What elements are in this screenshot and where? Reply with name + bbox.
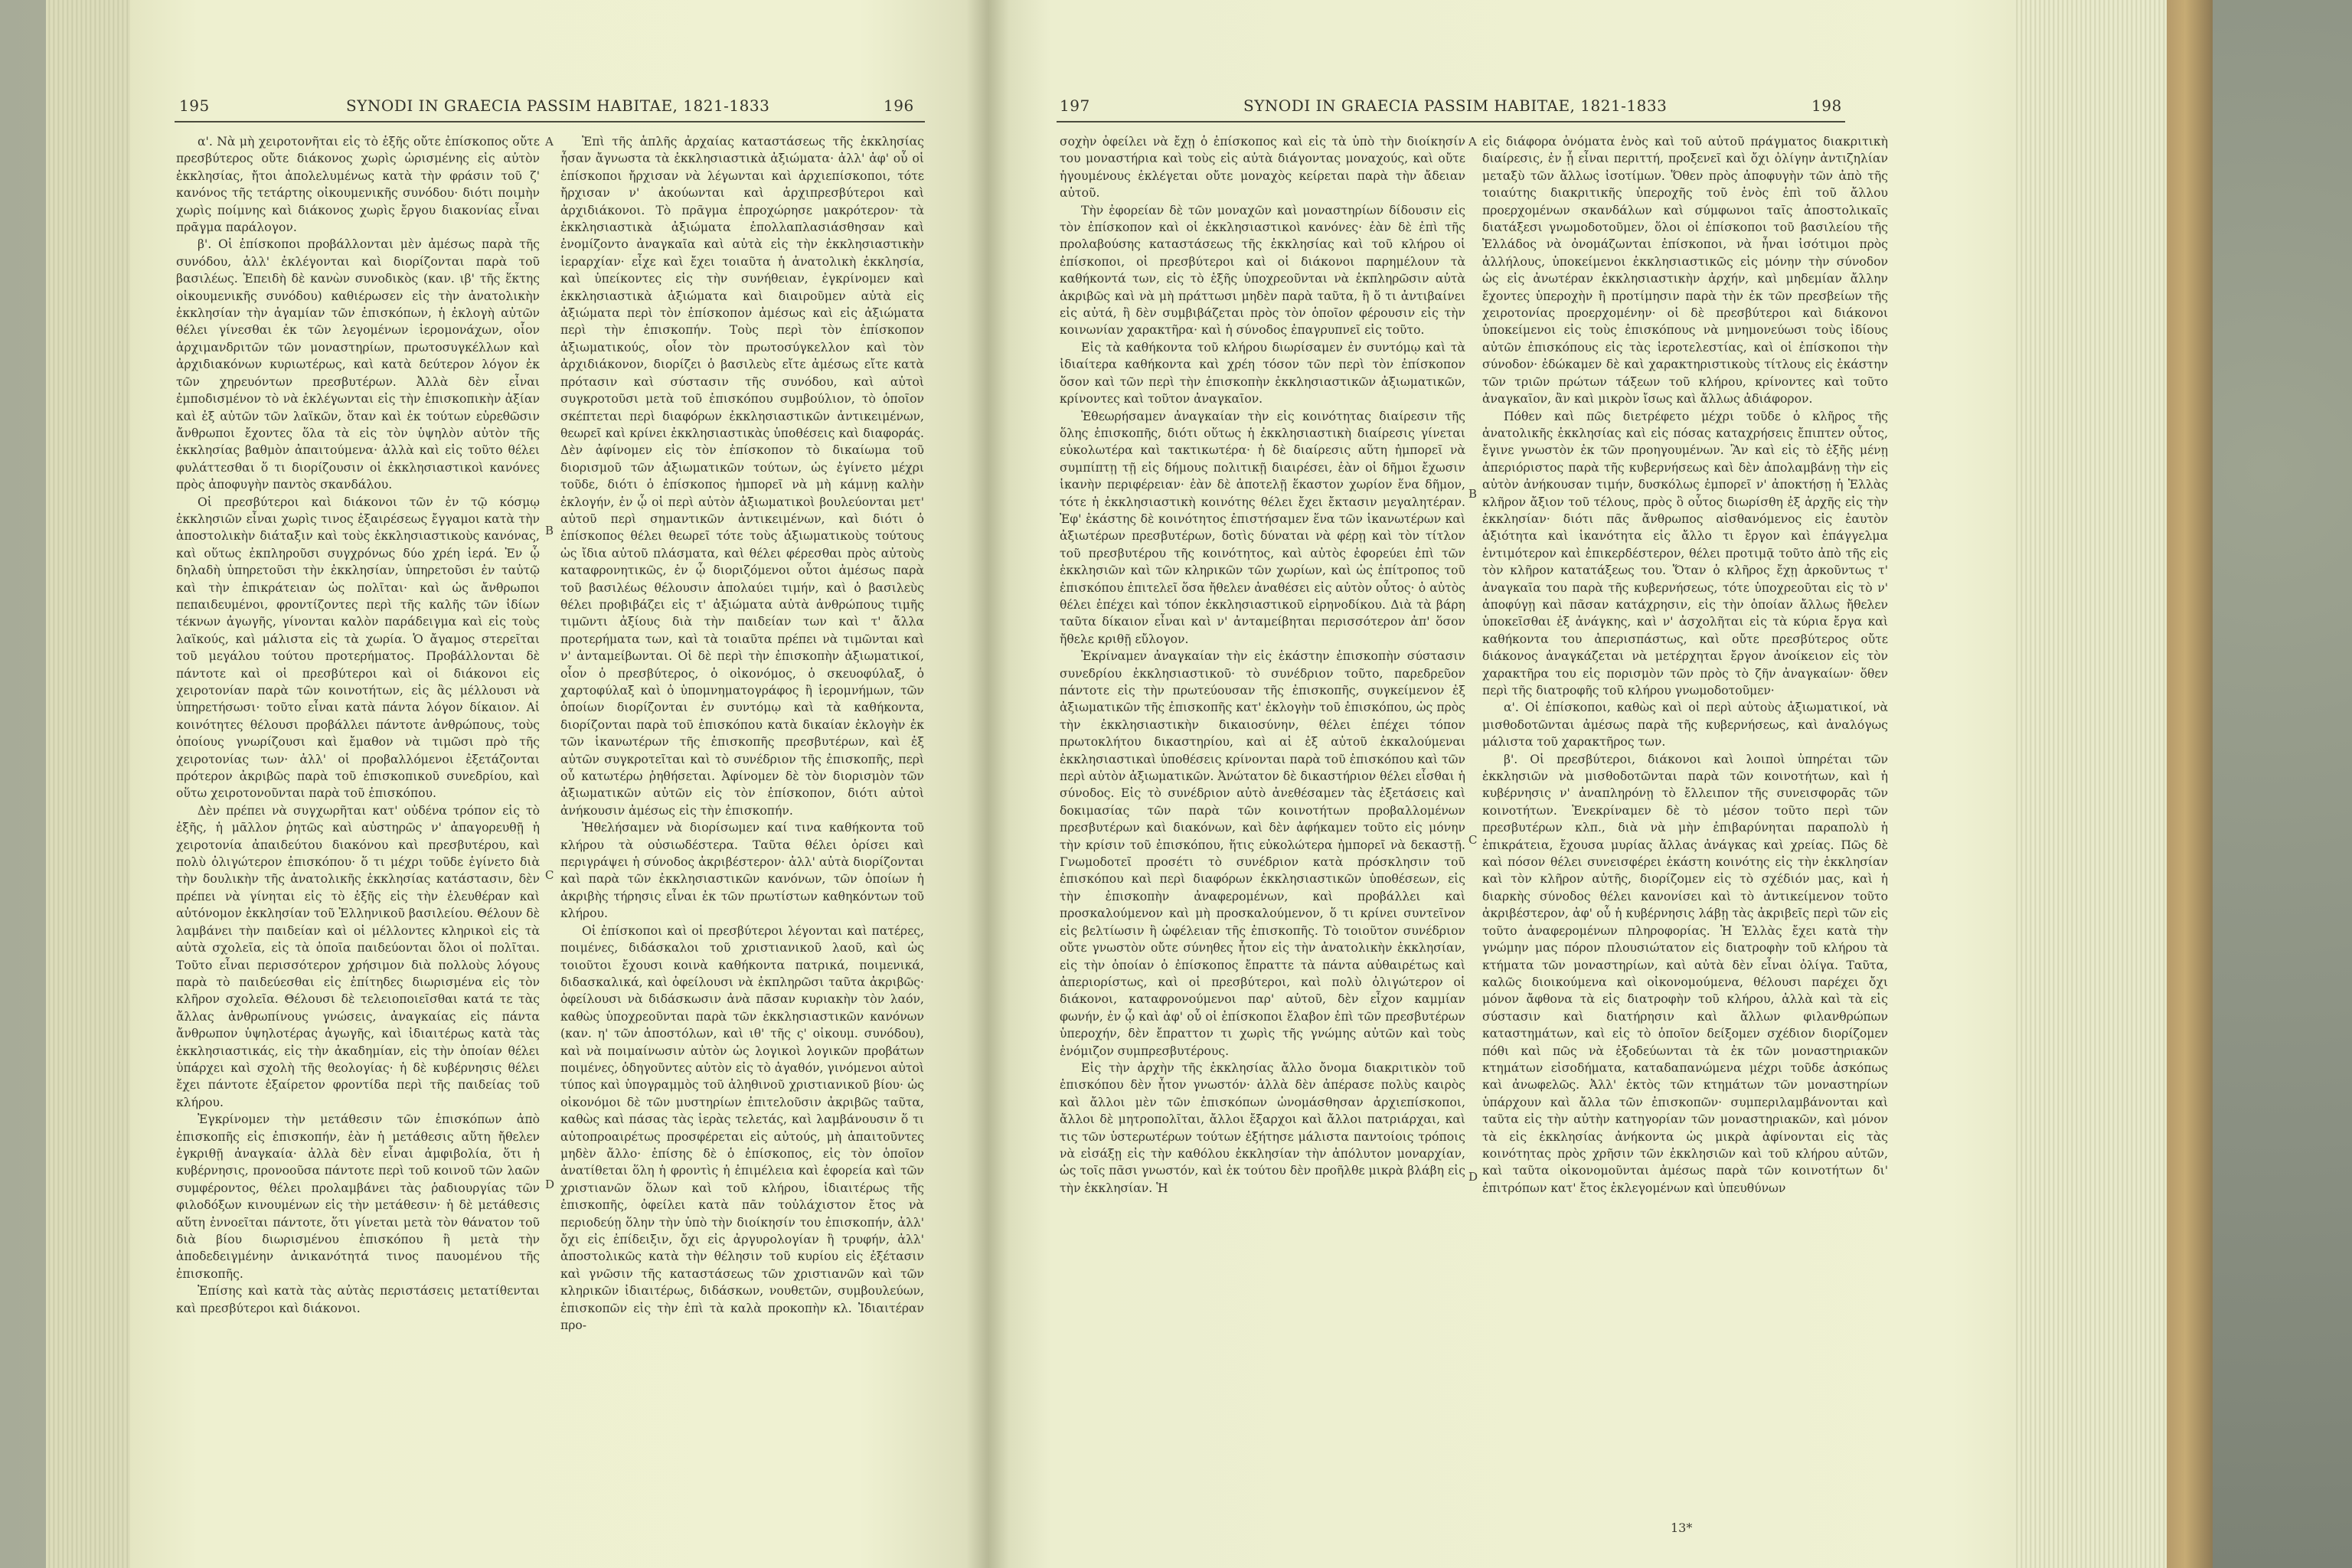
page-number-196: 196	[884, 96, 914, 115]
book-gutter	[966, 0, 1009, 1568]
paragraph: Ἐθεωρήσαμεν ἀναγκαίαν τὴν εἰς κοινότητας διαίρεσιν τῆς ὅλης ἐπισκοπῆς, διότι οὕτως ἡ ἐκκλησιαστικὴ διαίρεσις γίνεται εὐκολωτέρα καὶ τακτικωτέρα· ἡ δὲ διαίρεσις αὕτη ἠμπορεῖ νὰ συμπίπτῃ τῇ εἰς δήμους πολιτικῇ διαιρέσει, ἐὰν οἱ δῆμοι ἔχωσιν ἱκανὴν περιφέρειαν· ἐὰν δὲ ἀποτελῇ ἕκαστον χωρίον ἕνα δῆμον, τότε ἡ ἐκκλησιαστικὴ κοινότης θέλει ἔχει ἔκτασιν μεγαλητέραν. Ἐφ' ἑκάστης δὲ κοινότητος ἐπιστήσαμεν ἕνα τῶν ἱκανωτέρων καὶ ἀξιωτέρων πρεσβυτέρων, δοτὶς δύναται νὰ φέρῃ καὶ τὸν τίτλον τοῦ πρεσβυτέρου τῆς κοινότητος, καὶ αὐτὸς ἐφορεύει ἐπὶ τῶν ἐκκλησιῶν καὶ τῶν κληρικῶν τῶν χωρίων, καὶ ὡς ἐπίτροπος τοῦ ἐπισκόπου ἐπιτελεῖ ὅσα ἤθελεν ἀναθέσει εἰς αὐτὸν οὗτος· ὁ αὐτὸς θέλει ἐπέχει καὶ τόπον ἐκκλησιαστικοῦ εἰρηνοδίκου. Διὰ τὰ βάρη ταῦτα δίκαιον εἶναι καὶ ν' ἀνταμείβηται περισσότερον ἀπ' ὅσον ἤθελε κριθῇ εὔλογον.	[1060, 409, 1465, 646]
text-column-1	[176, 133, 540, 1317]
text-column-4	[1482, 133, 1888, 1197]
header-rule-left	[175, 121, 925, 122]
paragraph: Ἐπίσης καὶ κατὰ τὰς αὐτὰς περιστάσεις μετατίθενται καὶ πρεσβύτεροι καὶ διάκονοι.	[176, 1284, 540, 1315]
margin-marker-b: B	[1468, 487, 1478, 501]
paragraph: α'. Οἱ ἐπίσκοποι, καθὼς καὶ οἱ περὶ αὐτοὺς ἀξιωματικοί, νὰ μισθοδοτῶνται ἀμέσως παρὰ τῆς κυβερνήσεως, καὶ ἀναλόγως μάλιστα τοῦ χαρακτῆρος των.	[1482, 701, 1888, 750]
paragraph: Ἠθελήσαμεν νὰ διορίσωμεν καί τινα καθήκοντα τοῦ κλήρου τὰ οὐσιωδέστερα. Ταῦτα θέλει ὁρίσει καὶ περιγράψει ἡ σύνοδος ἀκριβέστερον· ἀλλ' αὐτὰ διορίζονται καὶ παρὰ τῶν ἐκκλησιαστικῶν κανόνων, τῶν ὁποίων ἡ ἀκριβὴς τήρησις εἶναι ἐκ τῶν πρωτίστων καθηκόντων τοῦ κλήρου.	[560, 821, 924, 921]
paragraph: Ἐγκρίνομεν τὴν μετάθεσιν τῶν ἐπισκόπων ἀπὸ ἐπισκοπῆς εἰς ἐπισκοπήν, ἐὰν ἡ μετάθεσις αὕτη ἤθελεν ἐγκριθῇ ἀναγκαία· ἀλλὰ δὲν εἶναι ἀμφιβολία, ὅτι ἡ κυβέρνησις, προνοοῦσα πάντοτε περὶ τοῦ κοινοῦ τῶν λαῶν συμφέροντος, θέλει προλαμβάνει τὰς ῥαδιουργίας τῶν φιλοδόξων κινουμένων εἰς τὴν μετάθεσιν· ἡ δὲ μετάθεσις αὕτη ἐννοεῖται πάντοτε, ὅτι γίνεται μετὰ τὸν θάνατον τοῦ διὰ βίου διωρισμένου ἐπισκόπου ἢ μετὰ τὴν ἀποδεδειγμένην ἀνικανότητά τινος παυομένου τῆς ἐπισκοπῆς.	[176, 1112, 540, 1281]
right-page-edges	[2014, 0, 2190, 1568]
running-title-left: SYNODI IN GRAECIA PASSIM HABITAE, 1821-1833	[346, 96, 770, 115]
paragraph: Δὲν πρέπει νὰ συγχωρῆται κατ' οὐδένα τρόπον εἰς τὸ ἑξῆς, ἡ μᾶλλον ῥητῶς καὶ αὐστηρῶς ν' ἀπαγορευθῇ ἡ χειροτονία ἀπαιδεύτου διακόνου καὶ πρεσβυτέρου, καὶ πολὺ ὀλιγώτερον ἐπισκόπου· ὅ τι μέχρι τοῦδε ἐγίνετο διὰ τὴν δουλικὴν τῆς ἀνατολικῆς ἐκκλησίας κατάστασιν, δὲν πρέπει νὰ γίνηται εἰς τὸ ἑξῆς εἰς τὴν ἐλευθέραν καὶ αὐτόνομον ἐκκλησίαν τοῦ Ἑλληνικοῦ βασιλείου. Θέλουν δὲ λαμβάνει τὴν παιδείαν καὶ οἱ μέλλοντες κληρικοὶ εἰς τὰ αὐτὰ σχολεῖα, εἰς τὰ ὁποῖα παιδεύονται ὅλοι οἱ πολῖται. Τοῦτο εἶναι περισσότερον χρήσιμον διὰ πολλοὺς λόγους παρὰ τὸ παιδεύεσθαι εἰς ἐπίτηδες διωρισμένα εἰς τὸν κλῆρον σχολεῖα. Θέλουσι δὲ τελειοποιεῖσθαι κατά τε τὰς ἄλλας ἀνθρωπίνους γνώσεις, ἀναγκαίας εἰς πάντα ἄνθρωπον ὑψηλοτέρας ἀγωγῆς, καὶ ἰδιαιτέρως κατὰ τὰς ἐκκλησιαστικάς, εἰς τὴν ἀκαδημίαν, εἰς τὴν ὁποίαν θέλει ὑπάρχει καὶ σχολὴ τῆς θεολογίας· ἡ δὲ κυβέρνησις θέλει ἔχει πάντοτε ἐξαίρετον φροντίδα περὶ τῆς παιδείας τοῦ κλήρου.	[176, 803, 540, 1109]
paragraph: Οἱ ἐπίσκοποι καὶ οἱ πρεσβύτεροι λέγονται καὶ πατέρες, ποιμένες, διδάσκαλοι τοῦ χριστιανικοῦ λαοῦ, καὶ ὡς τοιοῦτοι ἔχουσι κοινὰ καθήκοντα πατρικά, ποιμενικά, διδασκαλικά, καὶ ὀφείλουσι νὰ ἐκπληρῶσι ταῦτα ἀκριβῶς· ὀφείλουσι νὰ διδάσκωσιν ἀνὰ πᾶσαν κυριακὴν τὸν λαόν, καθὼς ὑποχρεοῦνται παρὰ τῶν ἐκκλησιαστικῶν κανόνων (καν. η' τῶν ἀποστόλων, καὶ ιθ' τῆς ς' οἰκουμ. συνόδου), καὶ νὰ ποιμαίνωσιν αὐτὸν ὡς λογικοὶ λογικῶν προβάτων ποιμένες, ὁδηγοῦντες αὐτὸν εἰς τὸ ἀγαθόν, γινόμενοι αὐτοὶ τύπος καὶ ὑπογραμμὸς τοῦ ἀληθινοῦ χριστιανικοῦ βίου· ὡς οἰκονόμοι δὲ τῶν μυστηρίων ἐπιτελοῦσιν ἀκριβῶς ταῦτα, καθὼς καὶ πάσας τὰς ἱερὰς τελετάς, καὶ λαμβάνουσιν ὅ τι αὐτοπροαιρέτως προσφέρεται εἰς αὐτούς, μὴ ἀπαιτοῦντες μηδὲν ἄλλο· ἐπίσης δὲ ὁ ἐπίσκοπος, εἰς τὸν ὁποῖον ἀνατίθεται ὅλη ἡ φροντὶς ἡ ἐπιμέλεια καὶ ἐφορεία καὶ τῶν χριστιανῶν ὅλων καὶ τοῦ κλήρου, ἰδιαιτέρως τῆς ἐπισκοπῆς, ὀφείλει κατὰ πᾶν τοὐλάχιστον ἔτος νὰ περιοδεύῃ ὅλην τὴν ὑπὸ τὴν διοίκησίν του ἐπισκοπήν, ἀλλ' ὄχι εἰς ἐπίδειξιν, ὄχι εἰς ἀργυρολογίαν ἢ τρυφήν, ἀλλ' ἀποστολικῶς κατὰ τὴν θέλησιν τοῦ κυρίου εἰς ἐξέτασιν καὶ γνῶσιν τῆς καταστάσεως τῶν χριστιανῶν καὶ τῶν κληρικῶν ἰδιαιτέρως, διδάσκων, νουθετῶν, συμβουλεύων, ἐπισκοπῶν εἰς τὴν ἐπὶ τὰ καλὰ προκοπὴν κλ. Ἰδιαιτέραν προ-	[560, 923, 924, 1333]
margin-marker-a: A	[1468, 135, 1477, 149]
text-column-2	[560, 133, 924, 1334]
margin-marker-d: D	[1468, 1170, 1478, 1184]
paragraph: Ἐκρίναμεν ἀναγκαίαν τὴν εἰς ἑκάστην ἐπισκοπὴν σύστασιν συνεδρίου ἐκκλησιαστικοῦ· τὸ συνέδριον τοῦτο, παρεδρεῦον πάντοτε εἰς τὴν πρωτεύουσαν τῆς ἐπισκοπῆς, συγκείμενον ἐξ ἀξιωματικῶν τῆς ἐπισκοπῆς κατ' ἐκλογὴν τοῦ ἐπισκόπου, ὡς πρὸς τὴν ἐκκλησιαστικὴν δικαιοσύνην, θέλει ἐπέχει τόπον πρωτοκλήτου δικαστηρίου, καὶ αἱ ἐξ αὐτοῦ ἐκκαλούμεναι ἐκκλησιαστικαὶ ὑποθέσεις κρίνονται παρὰ τοῦ ἐπισκόπου καὶ τῶν περὶ αὐτὸν ἀξιωματικῶν. Ἀνώτατον δὲ δικαστήριον θέλει εἶσθαι ἡ σύνοδος. Εἰς τὸ συνέδριον αὐτὸ ἀνεθέσαμεν τὰς ἐξετάσεις καὶ δοκιμασίας τῶν παρὰ τῶν κοινοτήτων προβαλλομένων πρεσβυτέρων καὶ διακόνων, καὶ δὲν ἀφήκαμεν τοῦτο εἰς μόνην τὴν κρίσιν τοῦ ἐπισκόπου, ἥτις εὐκολώτερα ἠμπορεῖ νὰ δεκαστῇ. Γνωμοδοτεῖ προσέτι τὸ συνέδριον κατὰ πρόσκλησιν τοῦ ἐπισκόπου καὶ περὶ διαφόρων ἐκκλησιαστικῶν ὑποθέσεων, εἰς τὴν ἐπισκοπὴν ἀναφερομένων, καὶ προβάλλει καὶ προσκαλούμενον καὶ μὴ προσκαλούμενον, ὅ τι κρίνει συντεῖνον εἰς βελτίωσιν ἢ ὠφέλειαν τῆς ἐπισκοπῆς. Τὸ τοιοῦτον συνέδριον οὔτε γνωστὸν οὔτε σύνηθες ἦτον εἰς τὴν ἀνατολικὴν ἐκκλησίαν, εἰς τὴν ὁποίαν ὁ ἐπίσκοπος ἔπραττε τὰ πάντα αὐθαιρέτως καὶ ἀπεριορίστως, καὶ οἱ πρεσβύτεροι, καὶ πολὺ ὀλιγώτερον οἱ διάκονοι, καταφρονούμενοι παρ' αὐτοῦ, δὲν εἶχον καμμίαν φωνήν, ἐν ᾧ καὶ ἀφ' οὗ οἱ ἐπίσκοποι ἔλαβον ἐπὶ τῶν πρεσβυτέρων ὑπεροχήν, δὲν ἔπραττον τι χωρὶς τῆς γνώμης αὐτῶν καὶ τοὺς ἐνόμιζον συμπρεσβυτέρους.	[1060, 649, 1465, 1058]
text-column-3	[1060, 133, 1465, 1197]
paragraph: εἰς διάφορα ὀνόματα ἑνὸς καὶ τοῦ αὐτοῦ πράγματος διακριτικὴ διαίρεσις, ἐν ᾗ εἶναι περιττή, προξενεῖ καὶ ὄχι ὀλίγην ἀντιζηλίαν μεταξὺ τῶν ἄλλως ἰσοτίμων. Ὅθεν πρὸς ἀποφυγὴν τῶν ἀπὸ τῆς τοιαύτης διακριτικῆς ὑπεροχῆς τοῦ ἑνὸς ἐπὶ τοῦ ἄλλου προερχομένων σκανδάλων καὶ σύμφωνοι ταῖς ἀποστολικαῖς διατάξεσι γνωμοδοτοῦμεν, ὅλοι οἱ ἐπίσκοποι τοῦ βασιλείου τῆς Ἑλλάδος νὰ ὀνομάζωνται ἐπίσκοποι, νὰ ἦναι ἰσότιμοι πρὸς ἀλλήλους, ὑποκείμενοι ἐκκλησιαστικῶς εἰς μόνην τὴν σύνοδον ὡς εἰς ἀνωτέραν ἐκκλησιαστικὴν ἀρχήν, καὶ μηδεμίαν ἄλλην ἔχοντες ὑπεροχὴν ἢ προτίμησιν παρὰ τὴν ἐκ τῶν πρεσβείων τῆς χειροτονίας προερχομένην· οἱ δὲ πρεσβύτεροι καὶ διάκονοι ὑποκείμενοι εἰς τοὺς ἐπισκόπους νὰ μνημονεύωσι τοὺς ἰδίους αὐτῶν ἐπισκόπους εἰς τὰς ἱεροτελεστίας, καὶ οἱ ἐπίσκοποι τὴν σύνοδον· ἐδώκαμεν δὲ καὶ χαρακτηριστικοὺς τίτλους εἰς ἑκάστην τῶν τριῶν πρώτων τάξεων τοῦ κλήρου, κρίνοντες καὶ τοῦτο ἀναγκαῖον, ἂν καὶ μικρὸν ἴσως καὶ ἄλλως ἀδιάφορον.	[1482, 135, 1888, 407]
paragraph: β'. Οἱ πρεσβύτεροι, διάκονοι καὶ λοιποὶ ὑπηρέται τῶν ἐκκλησιῶν νὰ μισθοδοτῶνται παρὰ τῶν κοινοτήτων, καὶ ἡ κυβέρνησις ν' ἀναπληρόνῃ τὸ ἔλλειπον τῆς συνεισφορᾶς τῶν κοινοτήτων. Ἐνεκρίναμεν δὲ τὸ μέσον τοῦτο περὶ τῶν πρεσβυτέρων κλπ., διὰ νὰ μὴν ἐπιβαρύνηται παραπολὺ ἡ ἐπικράτεια, ἔχουσα μυρίας ἄλλας ἀνάγκας καὶ χρείας. Πῶς δὲ καὶ πόσον θέλει συνεισφέρει ἑκάστη κοινότης εἰς τὴν ἐκκλησίαν καὶ τὸν κλῆρον αὐτῆς, διορίζομεν εἰς τὸ σχέδιόν μας, καὶ ἡ διαρκὴς σύνοδος θέλει κανονίσει καὶ τὸ ἀντικείμενον τοῦτο ἀκριβέστερον, ἀφ' οὗ ἡ κυβέρνησις λάβῃ τὰς ἀκριβεῖς περὶ τῶν εἰς τοῦτο ἀναφερομένων πληροφορίας. Ἡ Ἑλλὰς ἔχει κατὰ τὴν γνώμην μας πόρον πλουσιώτατον εἰς διατροφὴν τοῦ κλήρου τὰ κτήματα τῶν μοναστηρίων, καὶ αὐτὰ δὲν εἶναι ὀλίγα. Ταῦτα, καλῶς διοικούμενα καὶ οἰκονομούμενα, θέλουσι παρέχει ὄχι μόνον ἄφθονα τὰ εἰς διατροφὴν τοῦ κλήρου, ἀλλὰ καὶ τὰ εἰς σύστασιν καὶ διατήρησιν καὶ ἄλλων φιλανθρώπων καταστημάτων, καὶ εἰς τὸ ὁποῖον δείξομεν σχέδιον διορίζομεν πόθι καὶ πῶς νὰ ἐξοδεύωνται τὰ ἐκ τῶν μοναστηριακῶν κτημάτων εἰσοδήματα, καταδαπανώμενα μέχρι τοῦδε ἀσκόπως καὶ ἀνωφελῶς. Ἀλλ' ἐκτὸς τῶν κτημάτων τῶν μοναστηρίων ὑπάρχουν καὶ ἄλλα τῶν ἐπισκοπῶν· συμπεριλαμβάνονται καὶ ταῦτα εἰς τὴν αὐτὴν κατηγορίαν τῶν μοναστηριακῶν, καὶ μόνον τὰ εἰς ἐκκλησίας ἀνήκοντα ὡς μικρὰ ἀφίνονται εἰς τὰς κοινότητας πρὸς χρῆσιν τῶν ἐκκλησιῶν καὶ τοῦ κλήρου αὐτῶν, καὶ ταῦτα οἰκονομοῦνται ἀμέσως παρὰ τῶν κοινοτήτων δι' ἐπιτρόπων κατ' ἔτος ἐκλεγομένων καὶ ὑπευθύνων	[1482, 752, 1888, 1195]
left-page-edges	[46, 0, 130, 1568]
paragraph: Τὴν ἐφορείαν δὲ τῶν μοναχῶν καὶ μοναστηρίων δίδουσιν εἰς τὸν ἐπίσκοπον καὶ οἱ ἐκκλησιαστικοὶ κανόνες· ἐὰν δὲ ἐπὶ τῆς προλαβούσης καταστάσεως τῆς ἐκκλησίας καὶ τοῦ κλήρου οἱ ἐπίσκοποι, οἱ πρεσβύτεροι καὶ οἱ διάκονοι παρημέλουν τὰ καθήκοντά των, εἰς τὸ ἑξῆς ὑποχρεοῦνται νὰ ἐκπληρῶσιν αὐτὰ ἀκριβῶς καὶ νὰ μὴ πράττωσι μηδὲν παρὰ ταῦτα, ἢ ὅ τι ἀντιβαίνει εἰς αὐτά, ἢ δὲν συμβιβάζεται πρὸς τὸν ὁποῖον φέρουσιν εἰς τὴν κοινωνίαν χαρακτῆρα· καὶ ἡ σύνοδος ἐπαγρυπνεῖ εἰς τοῦτο.	[1060, 203, 1465, 338]
header-rule-right	[1057, 121, 1845, 122]
paragraph: Πόθεν καὶ πῶς διετρέφετο μέχρι τοῦδε ὁ κλῆρος τῆς ἀνατολικῆς ἐκκλησίας καὶ εἰς πόσας καταχρήσεις ἔπιπτεν οὗτος, ἔγινε γνωστὸν ἐκ τῶν προηγουμένων. Ἂν καὶ εἰς τὸ ἑξῆς μένῃ ἀπεριόριστος παρὰ τῆς κυβερνήσεως καὶ δὲν ἀπολαμβάνῃ τὴν εἰς αὐτὸν ἀνήκουσαν τιμήν, δυσκόλως ἐμπορεῖ ν' ἀποκτήσῃ ἡ Ἑλλὰς κλῆρον ἄξιον τοῦ τέλους, πρὸς ὃ οὗτος διωρίσθη ἐξ ἀρχῆς εἰς τὴν ἐκκλησίαν· διότι πᾶς ἄνθρωπος αἰσθανόμενος εἰς ἑαυτὸν ἀξιότητα καὶ ἱκανότητα εἰς ἄλλο τι ἔργον καὶ ἐπάγγελμα ἐντιμότερον καὶ ἐπικερδέστερον, θέλει προτιμᾷ τοῦτο ἀπὸ τῆς εἰς τὸν κλῆρον κατατάξεως του. Ὅταν ὁ κλῆρος ἔχῃ ἀρκοῦντως τ' ἀναγκαῖα του παρὰ τῆς κυβερνήσεως, τότε ὑποχρεοῦται εἰς τὸ ν' ἀποφύγῃ καὶ πᾶσαν κατάχρησιν, εἰς τὴν ὁποίαν ἄλλως ἤθελεν ὑποκεῖσθαι ἐξ ἀνάγκης, καὶ ν' ἀσχολῆται εἰς τὰ κύρια ἔργα καὶ καθήκοντα του ἀπερισπάστως, καὶ οὔτε πρεσβύτερος οὔτε διάκονος ἀναγκάζεται νὰ μετέρχηται ἔργον ἀνοίκειον εἰς τὸν χαρακτῆρα του εἰς πορισμὸν τῶν πρὸς τὸ ζῆν ἀναγκαίων· ὅθεν περὶ τῆς διατροφῆς τοῦ κλήρου γνωμοδοτοῦμεν·	[1482, 409, 1888, 697]
paragraph: β'. Οἱ ἐπίσκοποι προβάλλονται μὲν ἀμέσως παρὰ τῆς συνόδου, ἀλλ' ἐκλέγονται καὶ διορίζονται παρὰ τοῦ βασιλέως. Ἐπειδὴ δὲ κανὼν συνοδικὸς (καν. ιβ' τῆς ἕκτης οἰκουμενικῆς συνόδου) καθιέρωσεν εἰς τὴν ἀνατολικὴν ἐκκλησίαν τὴν ἀγαμίαν τῶν ἐπισκόπων, ἡ ἐκλογὴ αὐτῶν θέλει γίνεσθαι ἐκ τῶν λεγομένων ἱερομονάχων, οἷον ἀρχιμανδριτῶν τῶν μοναστηρίων, πρωτοσυγκέλλων καὶ ἀρχιδιακόνων κυριωτέρως, καὶ κατὰ δεύτερον λόγον ἐκ τῶν χηρευόντων πρεσβυτέρων. Ἀλλὰ δὲν εἶναι ἐμποδισμένον τὸ νὰ ἐκλέγωνται εἰς τὴν ἐπισκοπικὴν ἀξίαν καὶ ἐξ αὐτῶν τῶν λαϊκῶν, ὅταν καὶ ἐκ τούτων εὑρεθῶσιν ἄνθρωποι ἔχοντες ὅλα τὰ εἰς τὸν ὑψηλὸν αὐτὸν τῆς ἐκκλησίας βαθμὸν ἀπαιτούμενα· ἀλλὰ καὶ εἰς τοῦτο θέλει φυλάττεσθαι ὅ τι διορίζουσιν οἱ ἐκκλησιαστικοὶ κανόνες πρὸς ἀποφυγὴν παντὸς σκανδάλου.	[176, 237, 540, 492]
page-number-195: 195	[179, 96, 210, 115]
margin-marker-a: A	[545, 135, 554, 149]
paragraph: Ἐπὶ τῆς ἁπλῆς ἀρχαίας καταστάσεως τῆς ἐκκλησίας ἦσαν ἄγνωστα τὰ ἐκκλησιαστικὰ ἀξιώματα· ἀλλ' ἀφ' οὗ οἱ ἐπίσκοποι ἤρχισαν νὰ λέγωνται καὶ ἀρχιεπίσκοποι, τότε ἤρχισαν ν' ἀκούωνται καὶ ἀρχιπρεσβύτεροι καὶ ἀρχιδιάκονοι. Τὸ πρᾶγμα ἐπροχώρησε μακρότερον· τὰ ἐκκλησιαστικὰ ἀξιώματα ἐπολλαπλασιάσθησαν καὶ ἐνομίζοντο ἀναγκαῖα καὶ αὐτὰ εἰς τὴν ἐκκλησιαστικὴν ἱεραρχίαν· εἶχε καὶ ἔχει τοιαῦτα ἡ ἀνατολικὴ ἐκκλησία, καὶ ὑπείκοντες εἰς τὴν συνήθειαν, ἐγκρίνομεν καὶ ἐκκλησιαστικὰ ἀξιώματα καὶ διαιροῦμεν αὐτὰ εἰς ἀξιώματα περὶ τὸν ἐπίσκοπον ἀμέσως καὶ εἰς ἀξιώματα περὶ τὴν ἐπισκοπήν. Τοὺς περὶ τὸν ἐπίσκοπον ἀξιωματικούς, οἷον τὸν πρωτοσύγκελλον καὶ τὸν ἀρχιδιάκονον, διορίζει ὁ βασιλεὺς εἴτε ἀμέσως εἴτε κατὰ πρότασιν καὶ σύστασιν τῆς συνόδου, καὶ αὐτοὶ συγκροτοῦσι μετὰ τοῦ ἐπισκόπου συμβούλιον, τὸ ὁποῖον σκέπτεται περὶ διαφόρων ἐκκλησιαστικῶν ἀντικειμένων, θεωρεῖ καὶ κρίνει ἐκκλησιαστικὰς ὑποθέσεις καὶ διαφοράς. Δὲν ἀφίνομεν εἰς τὸν ἐπίσκοπον τὸ δικαίωμα τοῦ διορισμοῦ τῶν ἀξιωματικῶν τούτων, ὡς ἐγίνετο μέχρι τοῦδε, διότι ὁ ἐπίσκοπος ἠμπορεῖ νὰ μὴ κάμνῃ καλὴν ἐκλογήν, ἐν ᾧ οἱ περὶ αὐτὸν ἀξιωματικοὶ βουλεύονται μετ' αὐτοῦ περὶ σημαντικῶν ἀντικειμένων, καὶ διότι ὁ ἐπίσκοπος θέλει θεωρεῖ τότε τοὺς ἀξιωματικοὺς τούτους ὡς ἴδια αὐτοῦ πλάσματα, καὶ θέλει φέρεσθαι πρὸς αὐτοὺς καταφρονητικῶς, ἐν ᾧ διοριζόμενοι οὗτοι ἀμέσως παρὰ τοῦ βασιλέως θέλουσιν ἀπολαύει τιμήν, καὶ ὁ βασιλεὺς θέλει προβιβάζει εἰς τ' ἀξιώματα αὐτὰ ἀνθρώπους τιμῆς τιμῶντι ἀξίους διὰ τὴν παιδείαν των καὶ τ' ἄλλα προτερήματα των, καὶ τὰ τοιαῦτα πρέπει νὰ τιμῶνται καὶ ν' ἀνταμείβωνται. Οἱ δὲ περὶ τὴν ἐπισκοπὴν ἀξιωματικοί, οἷον ὁ πρεσβύτερος, ὁ οἰκονόμος, ὁ σκευοφύλαξ, ὁ χαρτοφύλαξ καὶ ὁ ὑπομνηματογράφος ἢ ἱερομνήμων, τῶν ὁποίων διορίζονται ἐν συντόμῳ καὶ τὰ καθήκοντα, διορίζονται παρὰ τοῦ ἐπισκόπου κατὰ δικαίαν ἐκλογὴν ἐκ τῶν ἱκανωτέρων τῆς ἐπισκοπῆς πρεσβυτέρων, καὶ ἐξ αὐτῶν συγκροτεῖται καὶ τὸ συνέδριον τῆς ἐπισκοπῆς, περὶ οὗ κατωτέρω ῥηθήσεται. Ἀφίνομεν δὲ τὸν διορισμὸν τῶν ἀξιωματικῶν αὐτῶν εἰς τὸν ἐπίσκοπον, διότι αὐτοὶ ἀνήκουσιν ἀμέσως εἰς τὴν ἐπισκοπήν.	[560, 135, 924, 818]
margin-marker-c: C	[1468, 833, 1478, 847]
table-surface	[2213, 0, 2352, 1568]
running-title-right: SYNODI IN GRAECIA PASSIM HABITAE, 1821-1833	[1243, 96, 1668, 115]
margin-marker-b: B	[545, 524, 554, 537]
page-number-198: 198	[1811, 96, 1842, 115]
paragraph: Εἰς τὰ καθήκοντα τοῦ κλήρου διωρίσαμεν ἐν συντόμῳ καὶ τὰ ἰδιαίτερα καθήκοντα καὶ χρέη τόσον τῶν περὶ τὸν ἐπίσκοπον ὅσον καὶ τῶν περὶ τὴν ἐπισκοπὴν ἐκκλησιαστικῶν ἀξιωματικῶν, κρίνοντες καὶ τοῦτον ἀναγκαῖον.	[1060, 340, 1465, 407]
paragraph: σοχὴν ὀφείλει νὰ ἔχῃ ὁ ἐπίσκοπος καὶ εἰς τὰ ὑπὸ τὴν διοίκησίν του μοναστήρια καὶ τοὺς εἰς αὐτὰ διάγοντας μοναχούς, καὶ οὔτε ἡγουμένους ἐκλέγεται οὔτε μοναχὸς κείρεται παρὰ τὴν ἄδειαν αὐτοῦ.	[1060, 135, 1465, 201]
paragraph: α'. Νὰ μὴ χειροτονῆται εἰς τὸ ἑξῆς οὔτε ἐπίσκοπος οὔτε πρεσβύτερος οὔτε διάκονος χωρὶς ὡρισμένης εἰς αὐτὸν ἐκκλησίας, ἤτοι ἀπολελυμένως κατὰ τὴν φράσιν τοῦ ζ' κανόνος τῆς τετάρτης οἰκουμενικῆς συνόδου· διότι ποιμὴν χωρὶς ποίμνης καὶ διάκονος χωρὶς ἔργου διακονίας εἶναι πρᾶγμα παράλογον.	[176, 135, 540, 235]
margin-marker-c: C	[545, 868, 554, 882]
margin-marker-d: D	[545, 1178, 555, 1191]
signature-mark: 13*	[1671, 1521, 1693, 1535]
page-number-197: 197	[1060, 96, 1090, 115]
paragraph: Οἱ πρεσβύτεροι καὶ διάκονοι τῶν ἐν τῷ κόσμῳ ἐκκλησιῶν εἶναι χωρὶς τινος ἐξαιρέσεως ἔγγαμοι κατὰ τὴν ἀποστολικὴν διάταξιν καὶ τοὺς ἐκκλησιαστικοὺς κανόνας, καὶ οὕτως ἐκπληροῦσι συγχρόνως δύο χρέη ἱερά. Ἐν ᾧ δηλαδὴ ὑπηρετοῦσι τὴν ἐκκλησίαν, ὑπηρετοῦσι ἐν ταὐτῷ καὶ τὴν ἐπικράτειαν ὡς πολῖται· καὶ ὡς ἄνθρωποι πεπαιδευμένοι, φροντίζοντες περὶ τῆς καλῆς τῶν ἰδίων τέκνων ἀγωγῆς, γίνονται καλὸν παράδειγμα καὶ εἰς τοὺς λαϊκούς, καὶ μάλιστα εἰς τὰ χωρία. Ὁ ἄγαμος στερεῖται τοῦ μεγάλου τούτου προτερήματος. Προβάλλονται δὲ πάντοτε καὶ οἱ πρεσβύτεροι καὶ οἱ διάκονοι εἰς χειροτονίαν παρὰ τῶν κοινοτήτων, εἰς ἃς μέλλουσι νὰ ὑπηρετήσωσι· τοῦτο εἶναι κατὰ πάντα λόγον δίκαιον. Αἱ κοινότητες θέλουσι προβάλλει πάντοτε ἀνθρώπους, τοὺς ὁποίους γνωρίζουσι καὶ ἔμαθον νὰ τιμῶσι πρὸ τῆς χειροτονίας των· ἀλλ' οἱ προβαλλόμενοι ἐξετάζονται πρότερον ἀκριβῶς παρὰ τοῦ ἐπισκοπικοῦ συνεδρίου, καὶ οὕτω χειροτονοῦνται παρὰ τοῦ ἐπισκόπου.	[176, 495, 540, 801]
book-cover-edge	[2167, 0, 2213, 1568]
paragraph: Εἰς τὴν ἀρχὴν τῆς ἐκκλησίας ἄλλο ὄνομα διακριτικὸν τοῦ ἐπισκόπου δὲν ἦτον γνωστόν· ἀλλὰ δὲν ἀπέρασε πολὺς καιρὸς καὶ ἄλλοι μὲν τῶν ἐπισκόπων ὠνομάσθησαν ἀρχιεπίσκοποι, ἄλλοι δὲ μητροπολῖται, ἄλλοι ἔξαρχοι καὶ ἄλλοι πατριάρχαι, καὶ τις τῶν ὑστερωτέρων τούτων ἐξήτησε μάλιστα παντοίοις τρόποις νὰ εἰσάξῃ εἰς τὴν καθόλου ἐκκλησίαν τὴν ἀπόλυτον μοναρχίαν, ὡς τοῖς πᾶσι γνωστόν, καὶ ἐκ τούτου δὲν προῆλθε μικρὰ βλάβη εἰς τὴν ἐκκλησίαν. Ἡ	[1060, 1060, 1465, 1195]
